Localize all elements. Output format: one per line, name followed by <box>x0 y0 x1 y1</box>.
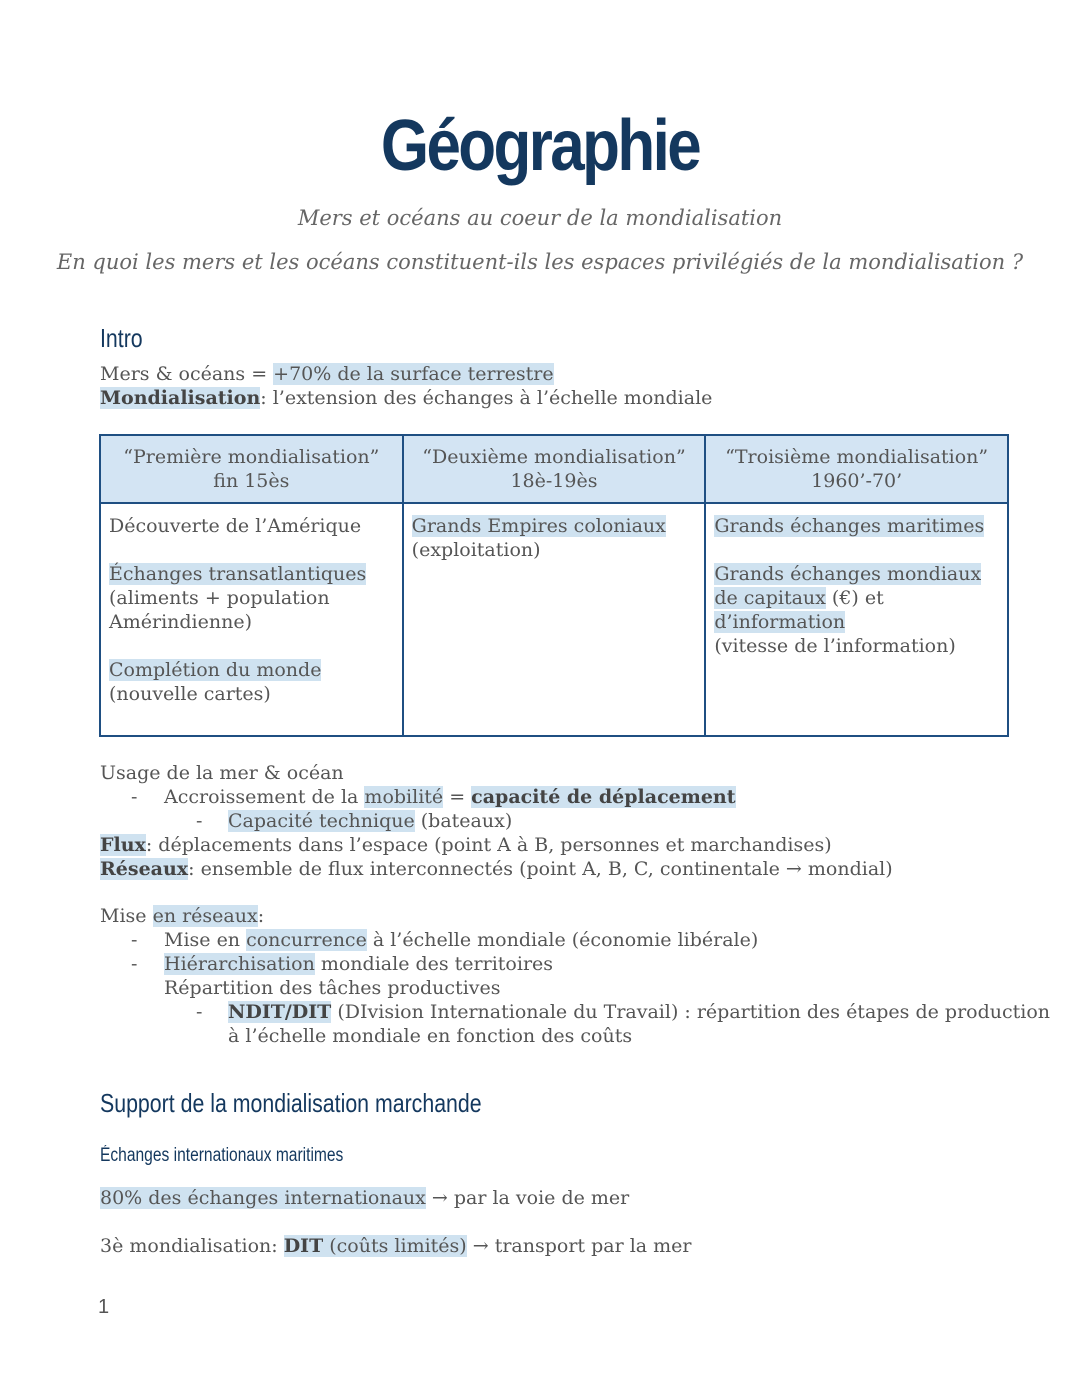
definition-term: Mondialisation <box>100 387 261 409</box>
cell-highlight: Échanges transatlantiques <box>109 563 367 585</box>
intro-line-highlight: +70% de la surface terrestre <box>273 363 554 385</box>
cell-detail: (vitesse de l’information) <box>714 635 956 657</box>
cell-highlight: Grands échanges mondiaux de capitaux <box>714 563 982 609</box>
table-cell-second <box>403 503 706 736</box>
table-header-cell <box>100 435 403 503</box>
mise-bullet-highlight: concurrence <box>246 929 367 951</box>
support-line-80 <box>100 1186 629 1210</box>
table-header-cell <box>403 435 706 503</box>
mise-bullet-line2: Répartition des tâches productives <box>164 977 501 999</box>
cell-item <box>109 658 394 706</box>
usage-bullet-highlight: mobilité <box>364 786 444 808</box>
mise-bullet-text: Mise en <box>164 929 247 951</box>
definition-text: : l’extension des échanges à l’échelle mondiale <box>260 387 713 409</box>
support-line-text: 3è mondialisation: <box>100 1235 284 1257</box>
subtitle: Mers et océans au coeur de la mondialisation <box>297 206 783 230</box>
table-header-cell <box>705 435 1008 503</box>
header-period: fin 15ès <box>213 470 290 492</box>
table-cell-first <box>100 503 403 736</box>
subsection-heading-echanges: Échanges internationaux maritimes <box>100 1145 344 1166</box>
cell-detail: (exploitation) <box>411 539 541 561</box>
header-name: “Troisième mondialisation” <box>725 446 989 468</box>
usage-subbullet <box>228 809 512 833</box>
mise-bullet-rest: mondiale des territoires <box>314 953 554 975</box>
bullet-dash: - <box>196 810 203 832</box>
usage-bullet-text: Accroissement de la <box>164 786 365 808</box>
mise-title <box>100 904 264 928</box>
section-heading-support: Support de la mondialisation marchande <box>100 1088 482 1118</box>
flux-definition <box>100 833 832 857</box>
cell-highlight: Grands échanges maritimes <box>714 515 985 537</box>
section-heading-intro: Intro <box>100 323 143 353</box>
header-period: 1960’-70’ <box>811 470 903 492</box>
cell-item <box>412 514 697 562</box>
header-name: “Deuxième mondialisation” <box>422 446 686 468</box>
cell-item <box>714 514 999 538</box>
support-line-rest: → par la voie de mer <box>425 1187 630 1209</box>
support-line-highlight: (coûts limités) <box>323 1235 467 1257</box>
cell-item <box>109 562 394 634</box>
header-name: “Première mondialisation” <box>123 446 380 468</box>
intro-line-definition <box>100 386 712 410</box>
cell-connector: (€) et <box>825 587 884 609</box>
intro-line-oceans <box>100 362 554 386</box>
mise-title-highlight: en réseaux <box>152 905 258 927</box>
flux-term: Flux <box>100 834 146 856</box>
problem-question: En quoi les mers et les océans constituent-ils les espaces privilégiés de la mondialisation ? <box>56 250 1024 274</box>
usage-subbullet-text: (bateaux) <box>414 810 513 832</box>
cell-highlight: Complétion du monde <box>109 659 322 681</box>
support-line-rest: → transport par la mer <box>466 1235 692 1257</box>
bullet-dash: - <box>131 929 138 951</box>
page-number: 1 <box>98 1296 110 1318</box>
cell-highlight: Grands Empires coloniaux <box>411 515 666 537</box>
reseaux-term: Réseaux <box>100 858 189 880</box>
support-line-dit <box>100 1234 692 1258</box>
table-cell-third <box>705 503 1008 736</box>
reseaux-text: : ensemble de flux interconnectés (point A, B, C, continentale → mondial) <box>188 858 893 880</box>
flux-text: : déplacements dans l’espace (point A à B, personnes et marchandises) <box>145 834 832 856</box>
mondialisation-table <box>99 434 1009 737</box>
usage-subbullet-highlight: Capacité technique <box>228 810 415 832</box>
mise-bullet-concurrence <box>164 928 758 952</box>
cell-detail: (aliments + population Amérindienne) <box>109 587 330 633</box>
mise-subbullet-line2: à l’échelle mondiale en fonction des coûts <box>228 1025 633 1047</box>
usage-title: Usage de la mer & océan <box>100 762 344 784</box>
intro-line-text: Mers & océans = <box>100 363 274 385</box>
support-line-bold: DIT <box>283 1235 324 1257</box>
mise-bullet-hierarchisation <box>164 952 553 976</box>
bullet-dash: - <box>131 786 138 808</box>
bullet-dash: - <box>196 1001 203 1023</box>
usage-bullet-bold: capacité de déplacement <box>471 786 736 808</box>
cell-detail: (nouvelle cartes) <box>109 683 271 705</box>
mise-bullet-highlight: Hiérarchisation <box>164 953 315 975</box>
support-line-highlight: 80% des échanges internationaux <box>100 1187 426 1209</box>
page-title: Géographie <box>380 106 700 186</box>
reseaux-definition <box>100 857 893 881</box>
header-period: 18è-19ès <box>510 470 598 492</box>
cell-highlight: d’information <box>714 611 846 633</box>
mise-title-text: Mise <box>100 905 153 927</box>
bullet-dash: - <box>131 953 138 975</box>
usage-bullet <box>164 785 736 809</box>
mise-bullet-rest: à l’échelle mondiale (économie libérale) <box>366 929 759 951</box>
ndit-term: NDIT/DIT <box>228 1001 332 1023</box>
ndit-text: (DIvision Internationale du Travail) : répartition des étapes de production <box>331 1001 1051 1023</box>
cell-item: Découverte de l’Amérique <box>109 515 362 537</box>
mise-subbullet-ndit <box>228 1000 1050 1024</box>
mise-title-colon: : <box>257 905 265 927</box>
usage-bullet-eq: = <box>443 786 472 808</box>
cell-item <box>714 562 999 658</box>
